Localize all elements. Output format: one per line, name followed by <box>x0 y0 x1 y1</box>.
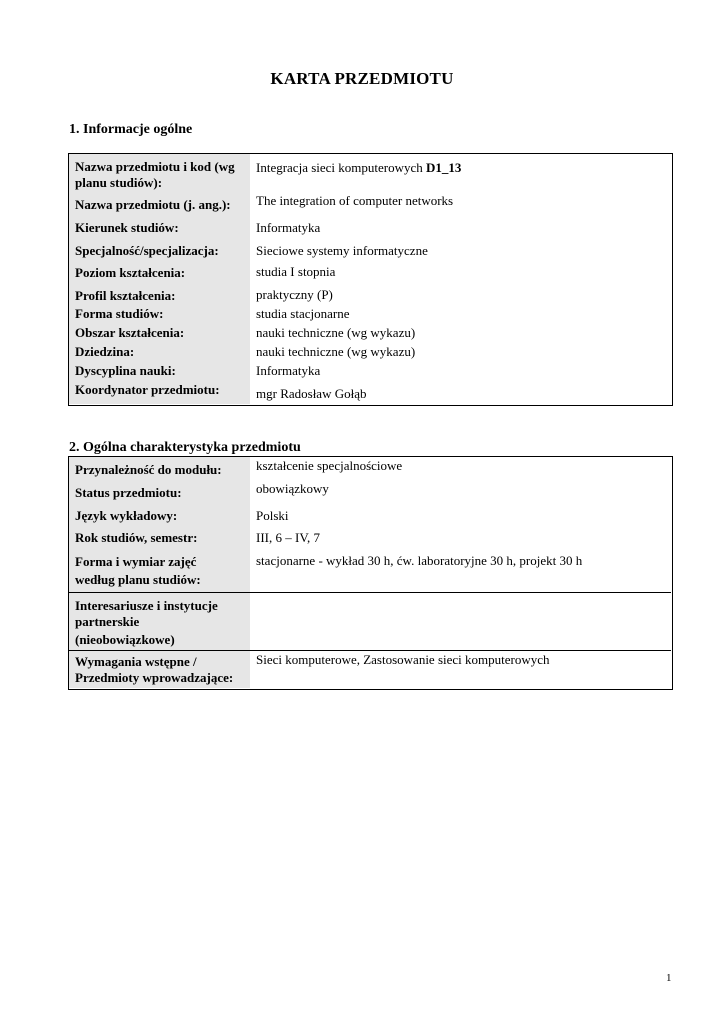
value-course-coordinator: mgr Radosław Gołąb <box>256 386 367 401</box>
value-language: Polski <box>256 508 289 523</box>
label-stakeholders-line3: (nieobowiązkowe) <box>75 632 175 647</box>
value-year-semester: III, 6 – IV, 7 <box>256 530 321 545</box>
label-class-form-hours-line2: według planu studiów: <box>75 572 201 587</box>
label-year-semester: Rok studiów, semestr: <box>75 530 198 545</box>
course-name-text: Integracja sieci komputerowych <box>256 160 427 175</box>
label-stakeholders-line1: Interesariusze i instytucje <box>75 598 218 613</box>
value-class-form-hours: stacjonarne - wykład 30 h, ćw. laboratoryjne 30 h, projekt 30 h <box>256 553 583 568</box>
label-stakeholders-line2: partnerskie <box>75 614 140 629</box>
value-course-name-english: The integration of computer networks <box>256 193 454 208</box>
label-course-status: Status przedmiotu: <box>75 485 182 500</box>
value-study-mode: studia stacjonarne <box>256 306 350 321</box>
value-education-level: studia I stopnia <box>256 264 336 279</box>
value-field-of-study: Informatyka <box>256 220 321 235</box>
label-field-of-study: Kierunek studiów: <box>75 220 179 235</box>
value-domain: nauki techniczne (wg wykazu) <box>256 344 416 359</box>
value-education-area: nauki techniczne (wg wykazu) <box>256 325 416 340</box>
label-module: Przynależność do modułu: <box>75 462 222 477</box>
value-course-status: obowiązkowy <box>256 481 329 496</box>
value-module: kształcenie specjalnościowe <box>256 458 403 473</box>
label-class-form-hours-line1: Forma i wymiar zajęć <box>75 554 197 569</box>
value-course-name-code <box>256 160 666 176</box>
characteristics-table <box>68 456 673 690</box>
label-domain: Dziedzina: <box>75 344 135 359</box>
label-course-coordinator: Koordynator przedmiotu: <box>75 382 220 397</box>
value-specialization: Sieciowe systemy informatyczne <box>256 243 428 258</box>
label-course-name-code: Nazwa przedmiotu i kod (wg planu studiów): <box>75 159 235 190</box>
label-education-level: Poziom kształcenia: <box>75 265 186 280</box>
value-scientific-discipline: Informatyka <box>256 363 321 378</box>
row-divider <box>69 592 671 593</box>
label-prerequisites-line1: Wymagania wstępne / <box>75 654 197 669</box>
document-title: KARTA PRZEDMIOTU <box>270 69 454 88</box>
general-info-table <box>68 153 673 406</box>
row-divider <box>69 650 671 651</box>
value-education-profile: praktyczny (P) <box>256 287 333 302</box>
label-course-name-english: Nazwa przedmiotu (j. ang.): <box>75 197 231 212</box>
label-education-profile: Profil kształcenia: <box>75 288 176 303</box>
label-prerequisites-line2: Przedmioty wprowadzające: <box>75 670 234 685</box>
section-heading-characteristics: 2. Ogólna charakterystyka przedmiotu <box>69 440 301 455</box>
section-heading-general-info: 1. Informacje ogólne <box>69 122 193 137</box>
value-prerequisites: Sieci komputerowe, Zastosowanie sieci komputerowych <box>256 652 550 667</box>
label-scientific-discipline: Dyscyplina nauki: <box>75 363 176 378</box>
label-education-area: Obszar kształcenia: <box>75 325 185 340</box>
label-specialization: Specjalność/specjalizacja: <box>75 243 219 258</box>
course-code-text: D1_13 <box>426 160 462 175</box>
page-number: 1 <box>666 972 672 984</box>
label-language: Język wykładowy: <box>75 508 178 523</box>
label-study-mode: Forma studiów: <box>75 306 164 321</box>
